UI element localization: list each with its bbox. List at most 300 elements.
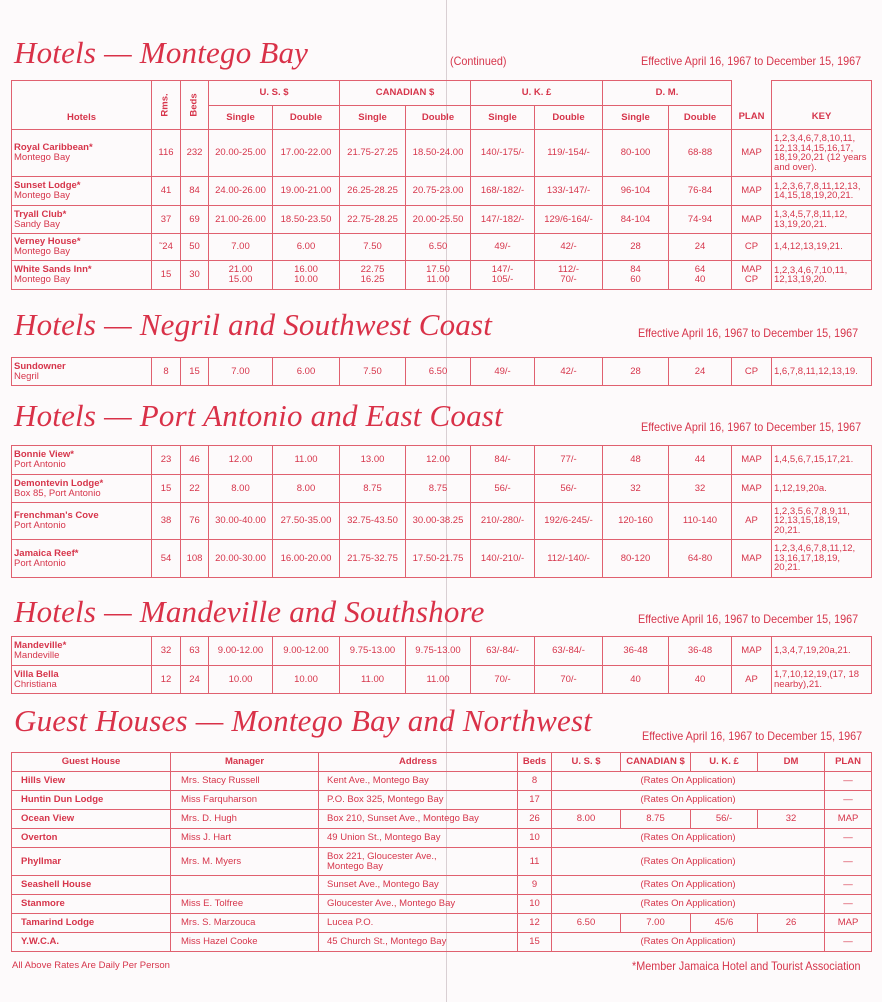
us-double-cell-line: 16.00 [294, 264, 318, 276]
canadian-rate-cell: 8.75 [621, 810, 691, 829]
col-header-key: KEY [772, 106, 872, 130]
beds-cell: 24 [181, 666, 209, 694]
dm-single-cell-line: 60 [630, 274, 641, 285]
guest-house-name: Y.W.C.A. [12, 933, 171, 952]
hotel-name-cell [12, 540, 152, 578]
hotel-location: Mandeville [14, 650, 60, 661]
continued-label: (Continued) [450, 54, 507, 68]
guest-house-row [12, 914, 872, 933]
hotel-name: Sundowner [14, 360, 66, 372]
beds-cell: 108 [181, 540, 209, 578]
col-header-hotels: Hotels [12, 81, 152, 130]
address-cell: Lucea P.O. [319, 914, 518, 933]
canadian-rate-cell: 7.00 [621, 914, 691, 933]
us-double-cell: 18.50-23.50 [273, 206, 340, 234]
hotel-name: Verney House* [14, 236, 81, 248]
us-double-cell-line: 10.00 [294, 274, 318, 285]
subheader-single: Single [603, 106, 669, 130]
canadian-single-cell: 32.75-43.50 [340, 503, 406, 540]
rooms-cell: 12 [152, 666, 181, 694]
canadian-double-cell: 17.50-21.75 [406, 540, 471, 578]
plan-cell: AP [732, 666, 772, 694]
uk-double-cell: 77/- [535, 446, 603, 475]
guest-house-name: Stanmore [12, 895, 171, 914]
uk-single-cell: 210/-280/- [471, 503, 535, 540]
dm-double-cell: 64-80 [669, 540, 732, 578]
us-single-cell: 7.00 [209, 234, 273, 261]
key-text: 1,3,4,7,19,20a,21. [774, 645, 851, 657]
col-header-address: Address [319, 753, 518, 772]
key-text: 1,4,5,6,7,15,17,21. [774, 454, 854, 466]
manager-cell: Miss Farquharson [171, 791, 319, 810]
canadian-double-cell: 11.00 [406, 666, 471, 694]
address-cell [319, 848, 518, 876]
key-cell [772, 358, 872, 386]
beds-cell: 9 [518, 876, 552, 895]
dm-double-cell-line: 64 [694, 264, 706, 276]
key-text: 1,6,7,8,11,12,13,19. [774, 365, 858, 377]
dm-double-cell: 68-88 [669, 130, 732, 177]
canadian-double-cell: 9.75-13.00 [406, 637, 471, 666]
plan-cell: — [825, 933, 872, 952]
canadian-double-cell [406, 261, 471, 290]
rates-on-application: (Rates On Application) [552, 772, 825, 791]
dm-double-cell: 74-94 [669, 206, 732, 234]
key-text: 1,2,3,5,6,7,8,9,11, 12,13,15,18,19, 20,21. [774, 505, 850, 536]
manager-cell: Mrs. D. Hugh [171, 810, 319, 829]
dm-single-cell: 32 [603, 475, 669, 503]
hotel-row [12, 637, 872, 666]
dm-single-cell: 96-104 [603, 177, 669, 206]
plan-cell: — [825, 876, 872, 895]
canadian-single-cell: 8.75 [340, 475, 406, 503]
guest-house-row [12, 876, 872, 895]
hotel-table-mandeville [11, 636, 872, 694]
canadian-single-cell: 11.00 [340, 666, 406, 694]
uk-double-cell [535, 261, 603, 290]
effective-dates-negril: Effective April 16, 1967 to December 15, 1967 [638, 326, 859, 340]
us-single-cell: 30.00-40.00 [209, 503, 273, 540]
uk-double-cell: 129/6-164/- [535, 206, 603, 234]
us-rate-cell: 6.50 [552, 914, 621, 933]
hotel-name-cell [12, 130, 152, 177]
canadian-double-cell-line: 11.00 [426, 274, 450, 285]
col-header-rms: Rms. [152, 81, 181, 130]
hotel-name: White Sands Inn* [14, 264, 92, 276]
us-single-cell: 20.00-30.00 [209, 540, 273, 578]
canadian-single-cell: 21.75-32.75 [340, 540, 406, 578]
section-title-port-antonio: Hotels — Port Antonio and East Coast [14, 398, 503, 433]
col-header-uk: U. K. £ [691, 753, 758, 772]
us-double-cell: 16.00-20.00 [273, 540, 340, 578]
address-cell: 45 Church St., Montego Bay [319, 933, 518, 952]
guest-house-rows [12, 772, 872, 952]
beds-cell: 17 [518, 791, 552, 810]
us-single-cell: 20.00-25.00 [209, 130, 273, 177]
uk-single-cell: 49/- [471, 358, 535, 386]
beds-cell: 76 [181, 503, 209, 540]
rooms-cell: ˜24 [152, 234, 181, 261]
hotel-row [12, 540, 872, 578]
rates-on-application: (Rates On Application) [552, 933, 825, 952]
col-header-dm: DM [758, 753, 825, 772]
col-header-dm: D. M. [603, 81, 732, 106]
hotel-name: Mandeville* [14, 640, 67, 652]
manager-cell: Miss Hazel Cooke [171, 933, 319, 952]
plan-cell: — [825, 829, 872, 848]
uk-single-cell: 168/-182/- [471, 177, 535, 206]
guest-house-row [12, 895, 872, 914]
hotel-table-port-antonio [11, 445, 872, 578]
canadian-single-cell: 22.75-28.25 [340, 206, 406, 234]
key-text: 1,12,19,20a. [774, 482, 827, 494]
section-title-montego-bay: Hotels — Montego Bay [14, 35, 309, 70]
plan-cell [732, 261, 772, 290]
plan-cell: AP [732, 503, 772, 540]
canadian-single-cell-line: 22.75 [360, 264, 385, 276]
plan-cell: MAP [732, 540, 772, 578]
key-cell [772, 637, 872, 666]
uk-single-cell: 56/- [471, 475, 535, 503]
us-double-cell [273, 261, 340, 290]
us-single-cell-line: 21.00 [228, 264, 253, 276]
key-cell [772, 475, 872, 503]
hotel-row [12, 261, 872, 290]
hotel-name-cell [12, 177, 152, 206]
key-cell [772, 666, 872, 694]
us-single-cell [209, 261, 273, 290]
key-cell [772, 540, 872, 578]
guest-house-row [12, 810, 872, 829]
beds-cell: 50 [181, 234, 209, 261]
hotel-location: Port Antonio [14, 557, 66, 569]
hotel-location: Negril [14, 370, 39, 382]
hotel-row [12, 206, 872, 234]
beds-cell: 22 [181, 475, 209, 503]
hotel-location: Sandy Bay [14, 218, 60, 230]
address-cell-line: Box 221, Gloucester Ave., [327, 850, 437, 862]
col-header-canadian: CANADIAN $ [621, 753, 691, 772]
section-title-negril: Hotels — Negril and Southwest Coast [14, 307, 493, 342]
beds-cell: 46 [181, 446, 209, 475]
rates-on-application: (Rates On Application) [552, 791, 825, 810]
key-cell [772, 234, 872, 261]
dm-double-cell: 24 [669, 358, 732, 386]
hotel-name-cell [12, 475, 152, 503]
hotel-location: Box 85, Port Antonio [14, 487, 101, 499]
hotel-name-cell [12, 637, 152, 666]
canadian-single-cell: 21.75-27.25 [340, 130, 406, 177]
hotel-row [12, 503, 872, 540]
dm-double-cell: 44 [669, 446, 732, 475]
plan-cell: MAP [825, 810, 872, 829]
hotel-name-cell [12, 358, 152, 386]
us-double-cell: 6.00 [273, 234, 340, 261]
dm-single-cell: 48 [603, 446, 669, 475]
hotel-location: Port Antonio [14, 459, 66, 470]
rooms-cell: 23 [152, 446, 181, 475]
beds-cell: 12 [518, 914, 552, 933]
subheader-double: Double [406, 106, 471, 130]
hotel-location: Montego Bay [14, 274, 70, 285]
uk-single-cell: 70/- [471, 666, 535, 694]
address-cell: Sunset Ave., Montego Bay [319, 876, 518, 895]
uk-double-cell: 119/-154/- [535, 130, 603, 177]
uk-single-cell: 147/-182/- [471, 206, 535, 234]
plan-cell: MAP [732, 130, 772, 177]
uk-rate-cell: 45/6 [691, 914, 758, 933]
dm-single-cell: 28 [603, 234, 669, 261]
hotel-row [12, 234, 872, 261]
canadian-double-cell: 6.50 [406, 234, 471, 261]
uk-single-cell: 140/-175/- [471, 130, 535, 177]
uk-single-cell-line: 147/- [491, 264, 514, 276]
address-cell-line: Montego Bay [327, 860, 383, 872]
col-header-manager: Manager [171, 753, 319, 772]
uk-double-cell: 63/-84/- [535, 637, 603, 666]
uk-rate-cell: 56/- [691, 810, 758, 829]
beds-cell: 10 [518, 829, 552, 848]
col-header-uk: U. K. £ [471, 81, 603, 106]
effective-dates-mandeville: Effective April 16, 1967 to December 15, 1967 [638, 612, 859, 626]
us-single-cell: 10.00 [209, 666, 273, 694]
hotel-location: Christiana [14, 678, 57, 690]
hotel-rows-mandeville [12, 637, 872, 694]
dm-double-cell: 24 [669, 234, 732, 261]
beds-cell: 30 [181, 261, 209, 290]
col-header-key-top [772, 81, 872, 106]
dm-rate-cell: 32 [758, 810, 825, 829]
guest-house-row [12, 791, 872, 810]
hotel-rows-montego-bay [12, 130, 872, 290]
col-header-plan: PLAN [732, 106, 772, 130]
beds-cell: 232 [181, 130, 209, 177]
rooms-cell: 15 [152, 261, 181, 290]
hotel-row [12, 666, 872, 694]
footer-note-rates: All Above Rates Are Daily Per Person [12, 960, 170, 971]
col-header-beds: Beds [518, 753, 552, 772]
beds-cell: 84 [181, 177, 209, 206]
dm-double-cell: 76-84 [669, 177, 732, 206]
beds-cell: 63 [181, 637, 209, 666]
address-cell: P.O. Box 325, Montego Bay [319, 791, 518, 810]
plan-cell: — [825, 895, 872, 914]
col-header-beds: Beds [181, 81, 209, 130]
plan-cell: CP [732, 358, 772, 386]
col-header-us: U. S. $ [209, 81, 340, 106]
key-cell [772, 206, 872, 234]
hotel-location: Montego Bay [14, 152, 70, 163]
manager-cell: Mrs. M. Myers [171, 848, 319, 876]
key-text: 1,3,4,5,7,8,11,12, 13,19,20,21. [774, 209, 848, 230]
dm-single-cell: 80-100 [603, 130, 669, 177]
hotel-rows-port-antonio [12, 446, 872, 578]
us-double-cell: 17.00-22.00 [273, 130, 340, 177]
canadian-double-cell: 20.75-23.00 [406, 177, 471, 206]
hotel-location: Montego Bay [14, 246, 70, 257]
beds-cell: 69 [181, 206, 209, 234]
hotel-name: Royal Caribbean* [14, 142, 93, 154]
guest-house-row [12, 829, 872, 848]
us-single-cell-line: 15.00 [228, 274, 253, 285]
dm-double-cell: 32 [669, 475, 732, 503]
key-cell [772, 503, 872, 540]
hotel-name-cell [12, 503, 152, 540]
rooms-cell: 8 [152, 358, 181, 386]
beds-cell: 26 [518, 810, 552, 829]
us-single-cell: 21.00-26.00 [209, 206, 273, 234]
hotel-table-negril [11, 357, 872, 386]
dm-double-cell: 36-48 [669, 637, 732, 666]
us-single-cell: 8.00 [209, 475, 273, 503]
key-text: 1,2,3,4,6,7,8,11,12, 13,16,17,18,19, 20,21. [774, 543, 856, 574]
rates-on-application: (Rates On Application) [552, 848, 825, 876]
hotel-row [12, 130, 872, 177]
plan-cell: — [825, 791, 872, 810]
hotel-rows-negril [12, 358, 872, 386]
subheader-double: Double [273, 106, 340, 130]
plan-cell-line: CP [744, 274, 759, 285]
subheader-double: Double [669, 106, 732, 130]
us-double-cell: 27.50-35.00 [273, 503, 340, 540]
rooms-cell: 116 [152, 130, 181, 177]
rates-on-application: (Rates On Application) [552, 876, 825, 895]
guest-house-row [12, 772, 872, 791]
key-cell [772, 177, 872, 206]
rates-on-application: (Rates On Application) [552, 829, 825, 848]
hotel-name: Demontevin Lodge* [14, 477, 104, 489]
dm-single-cell: 84-104 [603, 206, 669, 234]
manager-cell [171, 876, 319, 895]
dm-single-cell: 28 [603, 358, 669, 386]
uk-double-cell-line: 112/- [558, 264, 579, 276]
rooms-cell: 54 [152, 540, 181, 578]
dm-double-cell-line: 40 [694, 274, 706, 285]
hotel-name-cell [12, 206, 152, 234]
us-double-cell: 11.00 [273, 446, 340, 475]
guest-house-name: Phyllmar [12, 848, 171, 876]
canadian-double-cell: 8.75 [406, 475, 471, 503]
plan-cell: — [825, 772, 872, 791]
key-text: 1,7,10,12,19,(17, 18 nearby),21. [774, 669, 860, 690]
plan-cell: MAP [732, 637, 772, 666]
subheader-single: Single [209, 106, 273, 130]
beds-cell: 8 [518, 772, 552, 791]
address-cell: Kent Ave., Montego Bay [319, 772, 518, 791]
hotel-name: Villa Bella [14, 668, 59, 680]
hotel-name-cell [12, 234, 152, 261]
col-header-canadian: CANADIAN $ [340, 81, 471, 106]
dm-double-cell [669, 261, 732, 290]
hotel-row [12, 358, 872, 386]
canadian-double-cell: 30.00-38.25 [406, 503, 471, 540]
canadian-single-cell: 9.75-13.00 [340, 637, 406, 666]
effective-dates-guest-houses: Effective April 16, 1967 to December 15, 1967 [642, 729, 863, 743]
plan-cell: MAP [732, 446, 772, 475]
hotel-location: Montego Bay [14, 190, 70, 201]
hotel-name: Sunset Lodge* [14, 180, 81, 192]
dm-single-cell: 80-120 [603, 540, 669, 578]
col-header-plan-top [732, 81, 772, 106]
dm-double-cell: 110-140 [669, 503, 732, 540]
us-double-cell: 8.00 [273, 475, 340, 503]
address-cell: Box 210, Sunset Ave., Montego Bay [319, 810, 518, 829]
us-rate-cell: 8.00 [552, 810, 621, 829]
uk-double-cell: 42/- [535, 234, 603, 261]
effective-dates-montego-bay: Effective April 16, 1967 to December 15, 1967 [641, 54, 862, 68]
plan-cell: MAP [732, 206, 772, 234]
dm-single-cell: 40 [603, 666, 669, 694]
dm-single-cell: 36-48 [603, 637, 669, 666]
uk-double-cell: 70/- [535, 666, 603, 694]
dm-double-cell: 40 [669, 666, 732, 694]
guest-house-table [11, 752, 872, 952]
uk-single-cell [471, 261, 535, 290]
plan-cell: MAP [825, 914, 872, 933]
rooms-cell: 32 [152, 637, 181, 666]
key-text: 1,2,3,6,7,8,11,12,13, 14,15,18,19,20,21. [774, 180, 861, 201]
subheader-double: Double [535, 106, 603, 130]
address-cell: 49 Union St., Montego Bay [319, 829, 518, 848]
uk-single-cell: 63/-84/- [471, 637, 535, 666]
hotel-row [12, 446, 872, 475]
key-cell [772, 261, 872, 290]
canadian-single-cell: 7.50 [340, 358, 406, 386]
col-header-us: U. S. $ [552, 753, 621, 772]
hotel-name: Tryall Club* [14, 208, 67, 220]
uk-single-cell: 140/-210/- [471, 540, 535, 578]
col-header-guest-house: Guest House [12, 753, 171, 772]
hotel-name-cell [12, 666, 152, 694]
us-double-cell: 6.00 [273, 358, 340, 386]
us-double-cell: 10.00 [273, 666, 340, 694]
guest-house-row [12, 933, 872, 952]
subheader-single: Single [340, 106, 406, 130]
hotel-name: Jamaica Reef* [14, 547, 79, 559]
guest-house-name: Overton [12, 829, 171, 848]
key-text: 1,2,3,4,6,7,10,11, 12,13,19,20. [774, 264, 848, 285]
us-single-cell: 12.00 [209, 446, 273, 475]
guest-house-name: Seashell House [12, 876, 171, 895]
guest-house-name: Huntin Dun Lodge [12, 791, 171, 810]
beds-cell: 11 [518, 848, 552, 876]
rooms-cell: 41 [152, 177, 181, 206]
beds-cell: 10 [518, 895, 552, 914]
col-header-plan: PLAN [825, 753, 872, 772]
dm-single-cell [603, 261, 669, 290]
plan-cell: MAP [732, 475, 772, 503]
hotel-location: Port Antonio [14, 520, 66, 531]
beds-cell: 15 [181, 358, 209, 386]
hotel-name-cell [12, 446, 152, 475]
canadian-single-cell [340, 261, 406, 290]
effective-dates-port-antonio: Effective April 16, 1967 to December 15, 1967 [641, 420, 862, 434]
subheader-single: Single [471, 106, 535, 130]
rooms-cell: 38 [152, 503, 181, 540]
plan-cell-line: MAP [741, 264, 762, 276]
canadian-double-cell-line: 17.50 [426, 264, 450, 276]
key-cell [772, 446, 872, 475]
us-single-cell: 7.00 [209, 358, 273, 386]
plan-cell: — [825, 848, 872, 876]
rooms-cell: 15 [152, 475, 181, 503]
uk-double-cell: 42/- [535, 358, 603, 386]
uk-double-cell: 112/-140/- [535, 540, 603, 578]
manager-cell: Miss E. Tolfree [171, 895, 319, 914]
guest-house-name: Tamarind Lodge [12, 914, 171, 933]
manager-cell: Mrs. S. Marzouca [171, 914, 319, 933]
uk-single-cell-line: 105/- [491, 274, 514, 285]
